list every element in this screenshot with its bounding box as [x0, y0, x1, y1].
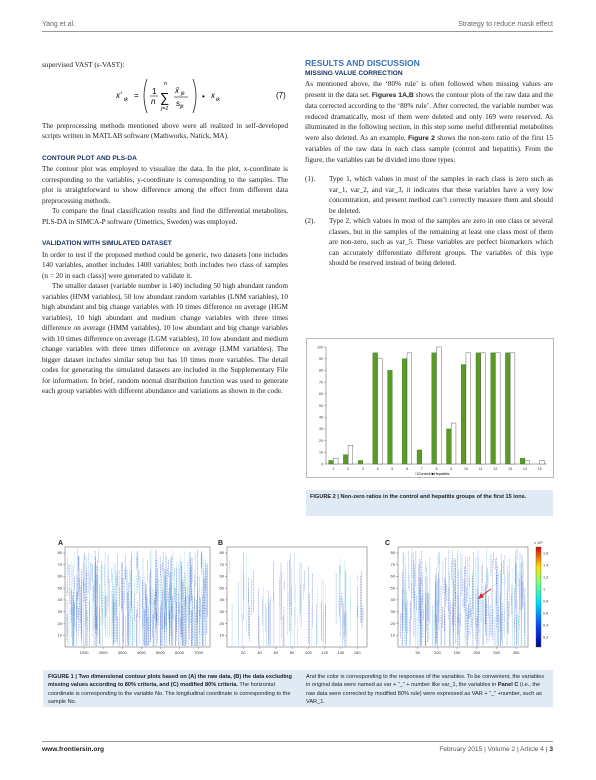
figure2-bar-hepatitis-6 — [402, 359, 407, 464]
figure2-bar-control-6 — [407, 353, 412, 464]
figure1-ytick-label: 60 — [219, 573, 224, 579]
contour-paragraph-2: To compare the final classification results and find the differential metabolites, PLS-DA in SIMCA-P software (Umetrics, Sweden) was employed. — [42, 207, 288, 226]
figure1-caption-panel-c: Panel C — [497, 682, 519, 689]
figure2-bar-control-1 — [333, 458, 338, 464]
figure2-bar-hepatitis-9 — [447, 429, 452, 464]
figure1-xtick-label: 80 — [289, 650, 295, 655]
figure1-colorbar-exponent: x 10⁵ — [534, 541, 543, 545]
figure1-ytick-label: 10 — [57, 632, 62, 638]
figure1-ytick-label: 20 — [219, 620, 224, 626]
figure2-xtick-label: 5 — [391, 467, 394, 471]
figure2-bar-control-14 — [525, 460, 530, 464]
figure2-xtick-label: 8 — [435, 467, 438, 471]
figure1-ytick-label: 20 — [57, 620, 62, 626]
figure2-bar-control-9 — [451, 423, 456, 464]
eq-dot: • — [202, 91, 205, 101]
figure2-xtick-label: 11 — [478, 467, 483, 471]
figure2-xtick-label: 12 — [493, 467, 498, 471]
figure1-ytick-label: 50 — [219, 585, 224, 591]
figure1-xtick-label: 100 — [434, 650, 441, 655]
eq-x: x — [211, 90, 215, 100]
figure2-bar-hepatitis-12 — [491, 353, 496, 464]
figure1-panel-b — [220, 547, 367, 655]
figure1-ytick-label: 30 — [219, 609, 224, 615]
figure1-ytick-label: 40 — [390, 597, 395, 603]
equation-graphic — [42, 71, 288, 121]
eq-xbar-sub: jk — [181, 90, 185, 97]
figure1-panel-b-label: B — [218, 540, 224, 547]
figure1ab-ref[interactable]: Figures 1A,B — [371, 91, 414, 99]
figure2-bar-hepatitis-8 — [432, 353, 437, 464]
figure1-ytick-label: 30 — [57, 609, 62, 615]
figure1-ytick-label: 80 — [57, 550, 62, 556]
list-item — [305, 216, 553, 269]
figure1-colorbar-label: 1.4 — [543, 563, 549, 568]
eq-lhs: x' — [116, 90, 122, 100]
figure2-bar-hepatitis-14 — [520, 458, 525, 464]
figure2-bar-hepatitis-4 — [373, 353, 378, 464]
validation-heading: VALIDATION WITH SIMULATED DATASET — [42, 240, 172, 247]
svast-intro: supervised VAST (s-VAST): — [42, 61, 125, 69]
figure2-bar-control-15 — [540, 460, 545, 464]
figure1-colorbar-label: 1 — [543, 587, 546, 592]
missing-text-b: shows the contour plots of the raw data and the data corrected according to the ‘80% rule’. After corrected, the variable number was reduced dramatically, most of them were deleted and only 169 were reserved. As illuminated in the following section, in this step some useful differential metabolites were also deleted. As an example, — [305, 90, 553, 142]
figure2-frame — [306, 338, 554, 478]
figure2-bar-hepatitis-11 — [476, 353, 481, 464]
left-column — [42, 60, 288, 397]
figure1-ytick-label: 60 — [57, 573, 62, 579]
figure1-ytick-label: 70 — [390, 561, 395, 567]
figure2-ytick-label: 10 — [319, 450, 323, 455]
figure1-xtick-label: 40 — [257, 650, 262, 655]
validation-paragraph-1: In order to test if the proposed method could be generic, two datasets [one includes 140 variables, another includes 1400 variables; both includes two class of samples (n = 20 in each class)] were generated to validate it. — [42, 250, 288, 280]
eq-equals: = — [134, 90, 139, 100]
missing-paragraph-1 — [305, 79, 553, 165]
figure1-xtick-label: 200 — [473, 650, 481, 655]
figure1-caption-label: FIGURE 1 | Two dimensional contour plots based on (A) the raw data, (B) the data excluding missing values according to 80% criteria, and (C) modified 80% criteria. — [48, 674, 292, 689]
figure2-xtick-label: 6 — [406, 467, 409, 471]
figure1-caption-left — [48, 673, 296, 707]
figure1-xtick-label: 100 — [305, 650, 312, 655]
figure2-ytick-label: 40 — [319, 415, 323, 420]
figure1-xtick-label: 150 — [453, 650, 461, 655]
eq-s: s — [176, 98, 180, 108]
figure2-ytick-label: 0 — [321, 462, 323, 467]
missing-text-c: shows the non-zero ratio of the first 15 variables of the raw data in each class sample (control and hepatitis). From the figure, the variables can be divided into three types: — [305, 133, 553, 164]
figure2-ytick-label: 50 — [319, 403, 323, 408]
figure1-caption-right — [306, 673, 548, 707]
figure1-ytick-label: 50 — [57, 585, 62, 591]
eq-number: (7) — [276, 90, 286, 100]
list-number: (1). — [305, 175, 316, 183]
figure1-xtick-label: 1000 — [79, 650, 89, 655]
figure1-xtick-label: 5000 — [155, 650, 165, 655]
figure1-xtick-label: 6000 — [175, 650, 184, 655]
figure2-xtick-label: 1 — [332, 467, 335, 471]
running-head-title: Strategy to reduce mask effect — [458, 21, 553, 28]
figure1-xtick-label: 140 — [337, 650, 345, 655]
right-column — [305, 58, 553, 269]
page-number: 3 — [549, 746, 553, 753]
figure2-xtick-label: 9 — [450, 467, 453, 471]
missing-heading: MISSING VALUE CORRECTION — [305, 69, 403, 77]
eq-sum: ∑ — [160, 89, 170, 105]
figure2-xtick-label: 4 — [376, 467, 379, 471]
eq-sum-bot: j=1 — [161, 105, 169, 112]
missing-text-a: As mentioned above, the ‘80% rule’ is often followed when missing values are present in the data set. — [305, 80, 553, 99]
figure2-chart — [307, 339, 553, 477]
list-item — [305, 174, 553, 216]
header-rule — [42, 31, 553, 32]
figure2-xtick-label: 13 — [508, 467, 513, 471]
figure1-ytick-label: 20 — [390, 620, 395, 626]
figure1-panel-a — [58, 547, 210, 655]
figure1-colorbar — [536, 547, 541, 647]
figure1-xtick-label: 7000 — [194, 650, 204, 655]
figure1-xtick-label: 60 — [273, 650, 279, 655]
figure1-frame — [43, 533, 553, 665]
footer-issue — [439, 746, 553, 753]
eq-frac-den: n — [151, 96, 156, 106]
figure1-ytick-label: 70 — [219, 561, 224, 567]
figure2-bar-control-8 — [437, 347, 442, 464]
figure2-xtick-label: 2 — [347, 467, 350, 471]
list-text: Type 2, which values in most of the samples are zero in one class or several classes, but in the samples of the remaining at least one class most of them are non-zero, such as var_5. These variables are perfect biomarkers which can accurately differentiate different groups. The variables of this type should be reserved instead of being deleted. — [329, 217, 553, 267]
figure2-xtick-label: 15 — [537, 467, 542, 471]
figure1-contour-plots — [43, 533, 553, 665]
figure1-caption-right-a: And the color is corresponding to the responses of the variables. To be convenient, the variables in original data were named as var + “_” + number like var_1, the variables in — [306, 674, 545, 689]
figure1-colorbar-label: 0.6 — [543, 611, 549, 616]
figure1-panel-a-label: A — [58, 540, 64, 547]
figure2-ytick-label: 80 — [319, 368, 323, 373]
figure2-bar-hepatitis-10 — [461, 365, 466, 464]
figure1-ytick-label: 30 — [390, 609, 395, 615]
figure1-plot-area — [398, 547, 528, 647]
figure2-ytick-label: 70 — [319, 380, 323, 385]
figure2-bar-control-13 — [510, 353, 515, 464]
figure2-xtick-label: 3 — [361, 467, 364, 471]
figure2-bar-hepatitis-5 — [388, 370, 393, 464]
figure1-ytick-label: 50 — [390, 585, 395, 591]
figure1-ytick-label: 80 — [219, 550, 224, 556]
figure1-panel-c-label: C — [385, 540, 391, 547]
figure1-colorbar-label: 1.2 — [543, 575, 549, 580]
preproc-paragraph: The preprocessing methods mentioned above were all realized in self-developed scripts written in MATLAB software (Mathworks, Natick, MA). — [42, 121, 288, 140]
figure1-xtick-label: 250 — [493, 650, 500, 655]
figure1-ytick-label: 60 — [390, 573, 395, 579]
contour-paragraph-1: The contour plot was employed to visualize the data. In the plot, x-coordinate is corresponding to the variables, y-coordinate is corresponding to the samples. The plot is straightforward to show difference among the effect from different data preprocessing methods. — [42, 165, 288, 205]
figure2-bar-control-4 — [378, 359, 383, 464]
contour-heading: CONTOUR PLOT AND PLS-DA — [42, 154, 137, 162]
figure2-bar-hepatitis-2 — [343, 455, 348, 464]
eq-x-sub: ik — [216, 96, 220, 103]
figure2-bar-control-12 — [495, 353, 500, 464]
figure1-xtick-label: 2000 — [98, 650, 108, 655]
figure2-ytick-label: 90 — [319, 357, 323, 361]
figure2-bar-control-2 — [348, 445, 353, 464]
figure1-colorbar-label: 0.4 — [543, 623, 549, 628]
figure2-caption-text: FIGURE 2 | Non-zero ratios in the control and hepatitis groups of the first 15 ions. — [310, 494, 527, 500]
figure1-panel-c — [391, 547, 528, 655]
eq-xbar: x̄ — [175, 85, 179, 95]
variable-types-list — [305, 174, 553, 269]
figure2-ytick-label: 20 — [319, 438, 323, 443]
figure2-bar-control-10 — [466, 353, 471, 464]
figure2-bar-hepatitis-7 — [417, 450, 422, 464]
eq-s-sub: jk — [180, 103, 184, 110]
journal-url-link[interactable]: www.frontiersin.org — [42, 746, 105, 753]
figure1-xtick-label: 120 — [321, 650, 329, 655]
figure1-ytick-label: 10 — [390, 632, 395, 638]
figure2-bar-hepatitis-1 — [329, 460, 334, 464]
figure1-ytick-label: 70 — [57, 561, 62, 567]
figure1-ytick-label: 40 — [219, 597, 224, 603]
figure1-colorbar-label: 1.6 — [543, 551, 549, 556]
figure2-ref[interactable]: Figure 2 — [408, 134, 435, 142]
figure1-caption — [43, 670, 553, 707]
figure2-xtick-label: 10 — [463, 467, 468, 471]
figure1-ytick-label: 40 — [57, 597, 62, 603]
eq-lhs-sub: ik — [124, 96, 128, 103]
figure2-bar-hepatitis-3 — [358, 460, 363, 464]
eq-frac-num: 1 — [152, 86, 157, 96]
footer-rule — [42, 741, 553, 742]
figure1-xtick-label: 160 — [353, 650, 361, 655]
running-head-authors: Yang et al. — [42, 21, 75, 28]
validation-paragraph-2: The smaller dataset (variable number is 140) including 50 high abundant random variables (HNM variables), 50 low abundant random variables (LNM variables), 10 high abundant and big change variables with 10 times difference on average (HGM variables), 10 high abundant and medium change variables with three times difference on average (HMM variables), 10 low abundant and big change variables with 10 times difference on average (LGM variables), 10 low abundant and medium change variables with three times difference on average (LMM variables). The bigger dataset includes similar setup but has 10 times more variables. The detail codes for generating the simulated datasets are included in the Supplementary File for information. In brief, random normal distribution function was used to generate each group variables with different abundance and variations as shown in the code. — [42, 282, 288, 395]
list-text: Type 1, which values in most of the samples in each class is zero such as var_1, var_2, and var_3, it indicates that these variables have a very low concentration, and present method can’t correctly measure them and should be deleted. — [329, 175, 553, 215]
figure1-xtick-label: 3000 — [117, 650, 127, 655]
figure1-ytick-label: 80 — [390, 550, 395, 556]
figure1-ytick-label: 10 — [219, 632, 224, 638]
equation-7 — [42, 71, 288, 121]
figure1-xtick-label: 4000 — [136, 650, 146, 655]
footer-issue-text: February 2015 | Volume 2 | Article 4 | — [439, 746, 550, 753]
figure1-xtick-label: 20 — [241, 650, 246, 655]
results-heading: RESULTS AND DISCUSSION — [305, 58, 420, 68]
list-number: (2). — [305, 217, 316, 225]
figure1-xtick-label: 300 — [512, 650, 520, 655]
figure2-ytick-label: 30 — [319, 427, 323, 432]
figure2-bar-hepatitis-13 — [505, 353, 510, 464]
figure2-legend: □Control ■Hepatitis — [415, 471, 450, 476]
figure1-xtick-label: 50 — [415, 650, 420, 655]
figure2-xtick-label: 14 — [522, 467, 527, 471]
figure1-caption-left-rest: The horizontal coordinate is corresponding to the variable No. The longitudinal coordinate is corresponding to the sample No. — [48, 682, 291, 706]
figure2-bar-control-11 — [481, 353, 486, 464]
figure2-ytick-label: 100 — [317, 345, 323, 350]
figure2-caption — [306, 490, 553, 516]
figure1-colorbar-label: 0.8 — [543, 599, 549, 604]
figure2-ytick-label: 60 — [319, 392, 323, 397]
figure1-colorbar-label: 0.2 — [543, 635, 549, 640]
eq-sum-top: n — [164, 80, 168, 87]
figure1-caption-right-b: (i.e., the raw data were corrected by modified 80% rule) were expressed as VAR + “_” +number, such as VAR_1. — [306, 682, 542, 706]
figure2-xtick-label: 7 — [420, 467, 423, 471]
